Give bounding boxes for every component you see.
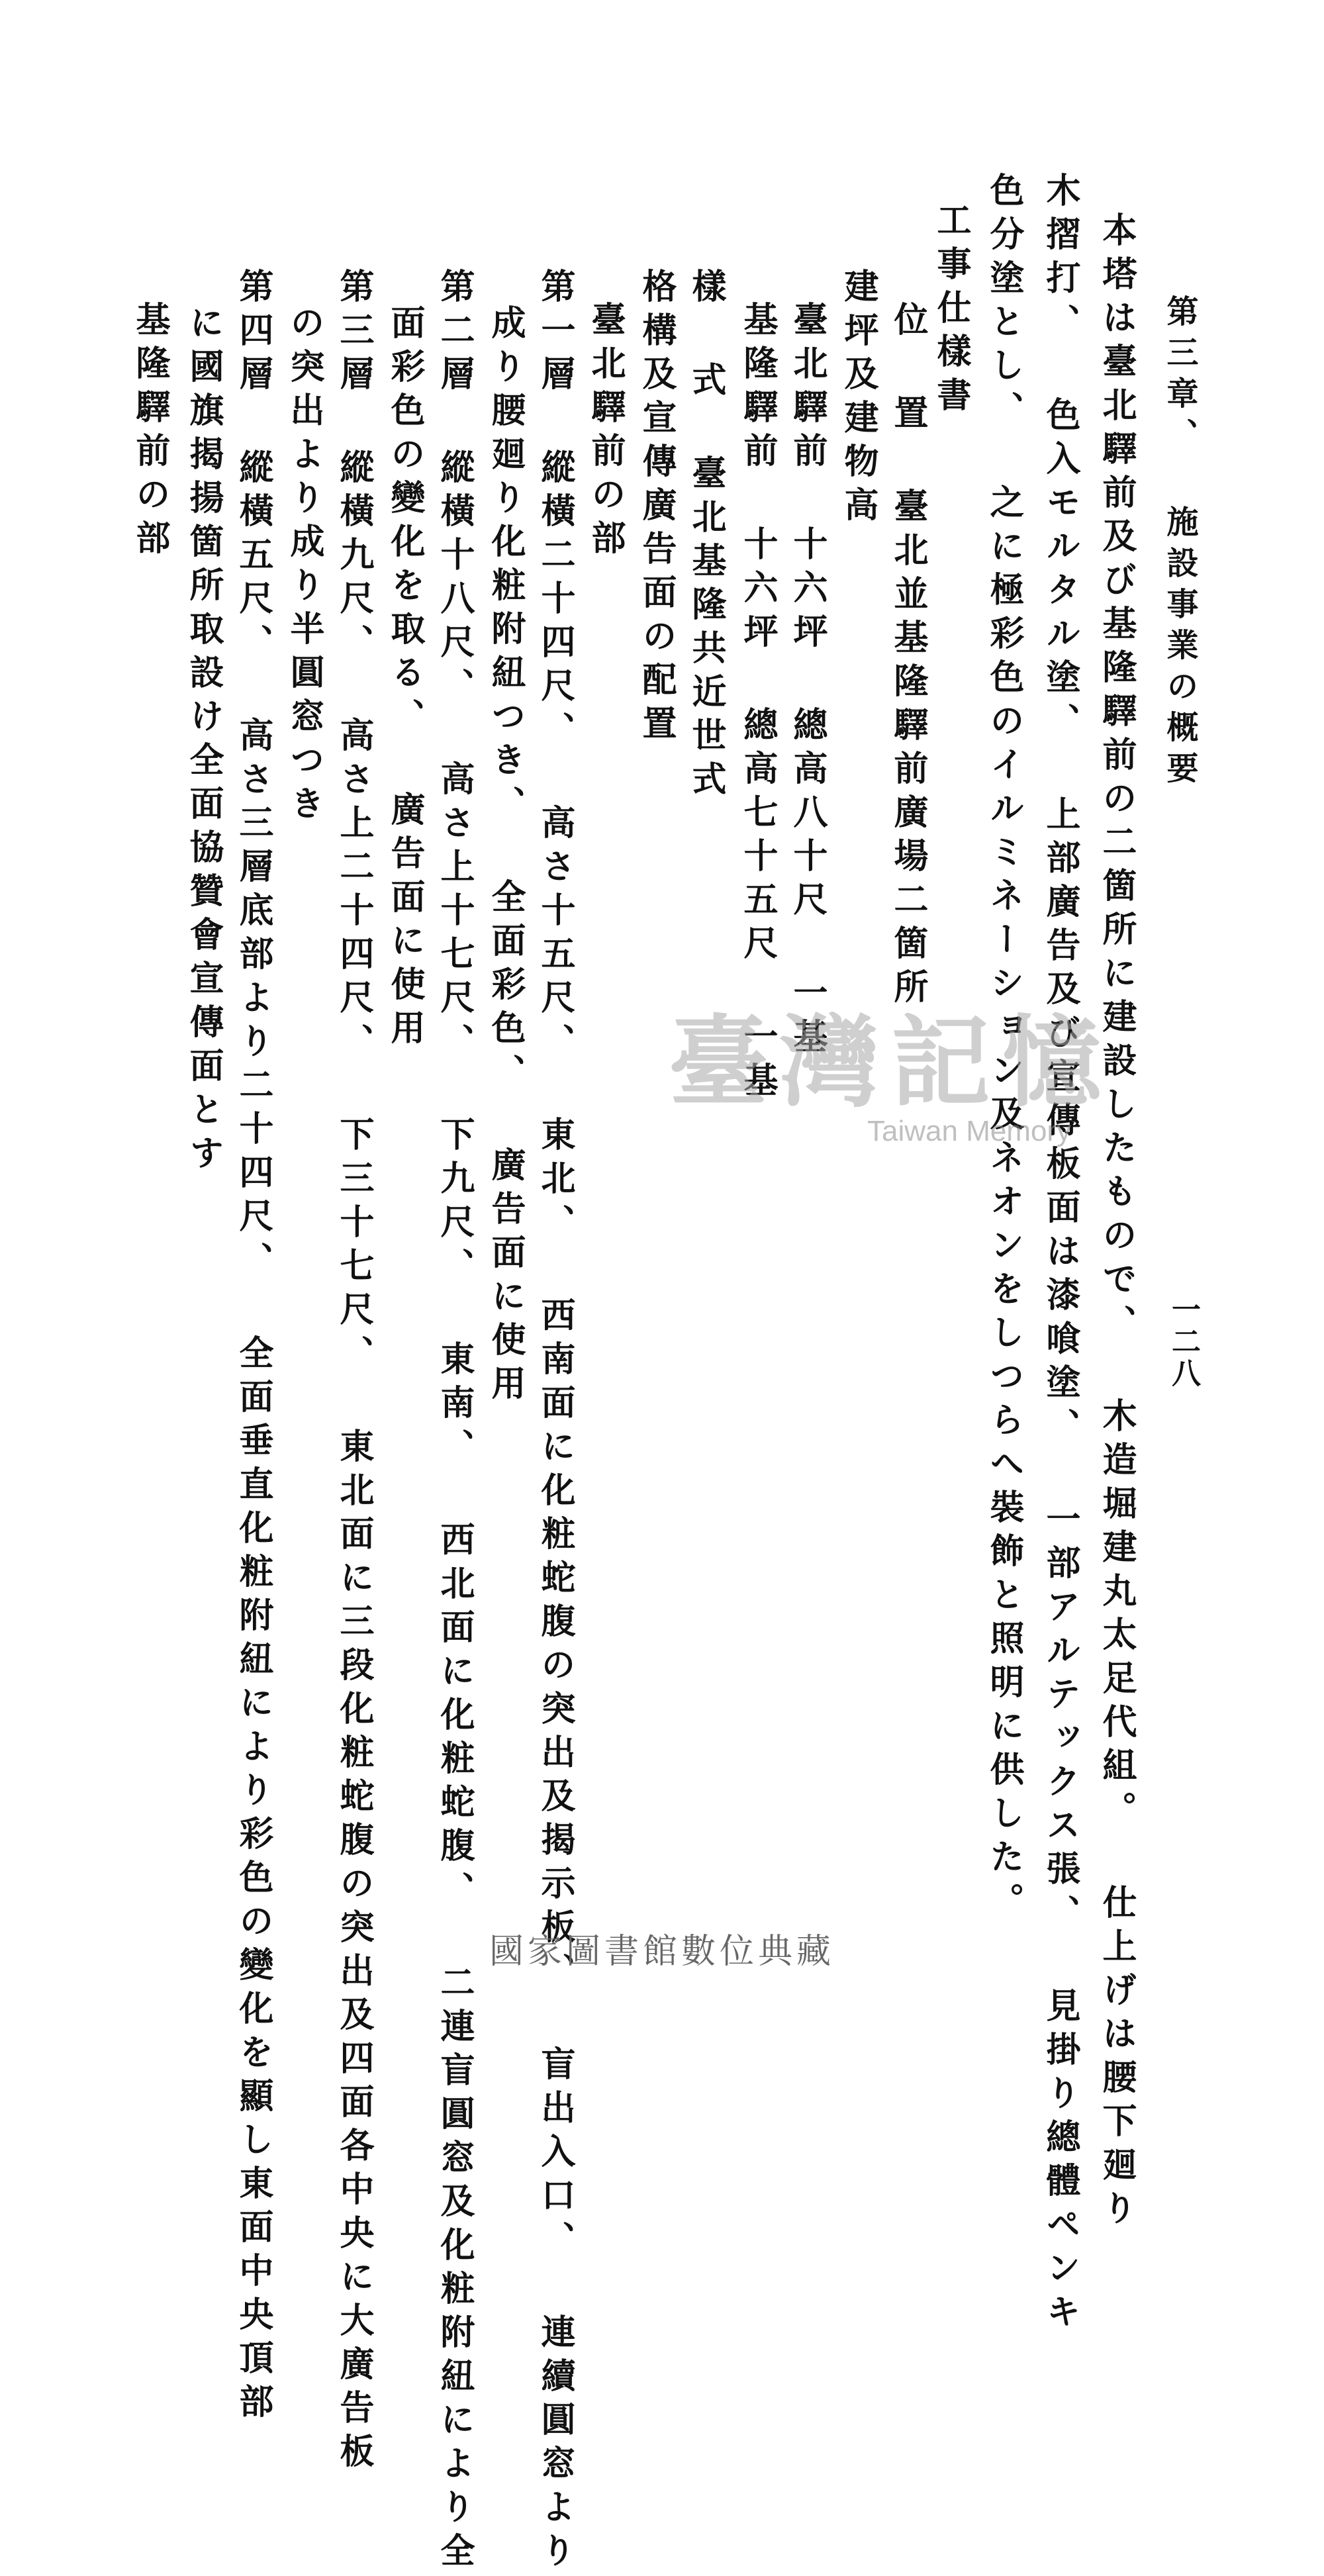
spec-location: 位 置 臺北並基隆驛前廣場二箇所 — [888, 301, 928, 1012]
spec-area-height: 建坪及建物高 — [838, 268, 878, 530]
spec-style: 樣 式 臺北基隆共近世式 — [686, 268, 726, 804]
floor2-line-b: 面彩色の變化を取る、 廣告面に使用 — [385, 305, 425, 1053]
floor4-line-a: 第四層 縱橫五尺、 高さ三層底部より二十四尺、 全面垂直化粧附紐により彩色の變化を顯し東面中央頂部 — [233, 268, 273, 2427]
floor3-line-b: の突出より成り半圓窓つき — [284, 305, 324, 829]
keelung-section-heading: 基隆驛前の部 — [130, 301, 170, 563]
spec-title: 工事仕樣書 — [931, 202, 971, 420]
spec-structure: 格構及宣傳廣告面の配置 — [636, 268, 677, 749]
spec-taipei-row: 臺北驛前 十六坪 總高八十尺 一基 — [787, 301, 828, 1062]
chapter-heading: 第三章、 施設事業の概要 — [1161, 295, 1198, 792]
floor3-line-a: 第三層 縱橫九尺、 高さ上二十四尺、 下三十七尺、 東北面に三段化粧蛇腹の突出及四面各中央に大廣告板 — [334, 268, 374, 2477]
spec-keelung-row: 基隆驛前 十六坪 總高七十五尺 一基 — [737, 301, 778, 1106]
watermark-logo — [669, 1004, 1114, 1148]
floor4-line-b: に國旗揭揚箇所取設け全面協贊會宣傳面とす — [183, 305, 224, 1178]
floor1-line-a: 第一層 縱橫二十四尺、 高さ十五尺、 東北、 西南面に化粧蛇腹の突出及揭示板、 盲出入口、 連續圓窓より — [535, 268, 575, 2576]
page-number: 一二八 — [1166, 1294, 1200, 1390]
floor2-line-a: 第二層 縱橫十八尺、 高さ上十七尺、 下九尺、 東南、 西北面に化粧蛇腹、 二連盲圓窓及化粧附紐により全 — [434, 268, 475, 2576]
floor1-line-b: 成り腰廻り化粧附紐つき、 全面彩色、 廣告面に使用 — [485, 305, 526, 1409]
body-line-3: 色分塗とし、 之に極彩色のイルミネーション及ネオンをしつらへ裝飾と照明に供した。 — [984, 172, 1024, 1926]
body-line-2: 木摺打、 色入モルタル塗、 上部廣告及び宣傳板面は漆喰塗、 一部アルテックス張、 見掛り總體ペンキ — [1040, 172, 1080, 2337]
footer-archive-label: 國家圖書館數位典藏 — [489, 1932, 835, 1972]
watermark-subtitle: Taiwan Memory — [867, 1115, 1072, 1147]
watermark-title: 臺灣記憶 — [669, 1004, 1114, 1121]
taipei-section-heading: 臺北驛前の部 — [585, 301, 626, 563]
body-line-1: 本塔は臺北驛前及び基隆驛前の二箇所に建設したもので、 木造堀建丸太足代組。 仕上げは腰下廻り — [1096, 212, 1137, 2234]
